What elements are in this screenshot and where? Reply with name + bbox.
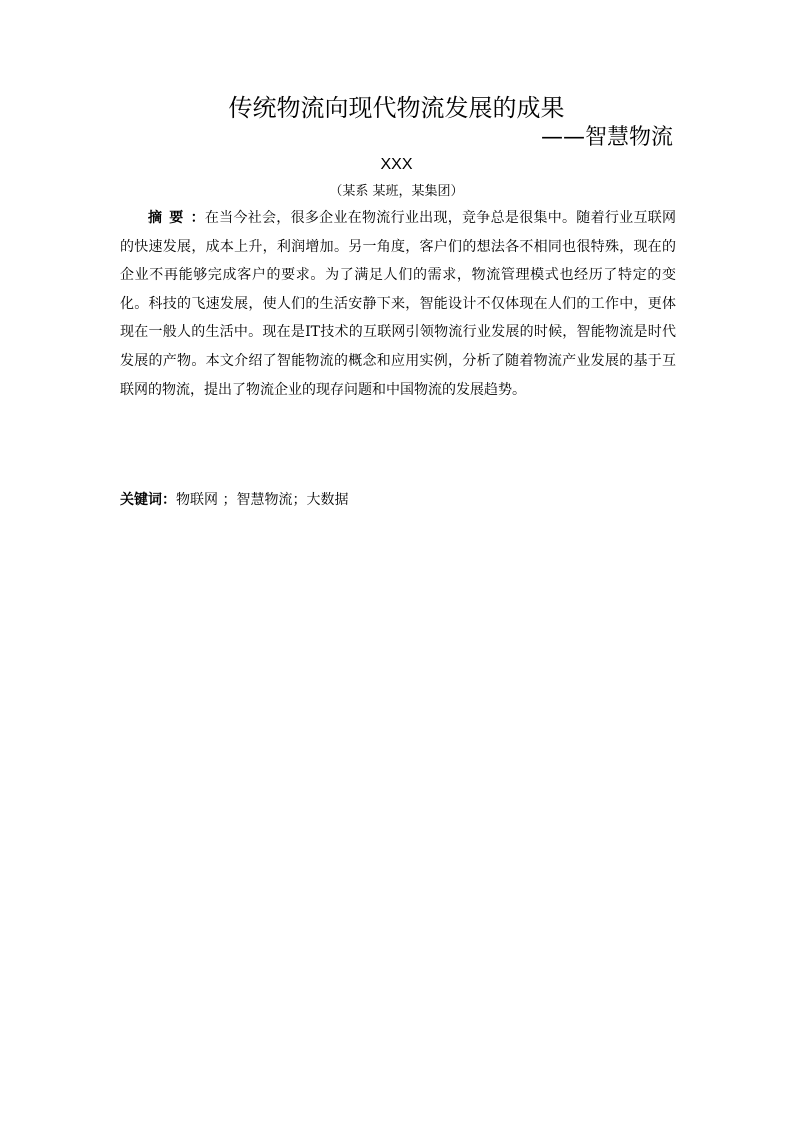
abstract-text: 在当今社会，很多企业在物流行业出现，竞争总是很集中。随着行业互联网的快速发展，成本上升，利润增加。另一角度，客户们的想法各不相同也很特殊，现在的企业不再能够完成客户的要求。为了满足人们的需求，物流管理模式也经历了特定的变化。科技的飞速发展，使人们的生活安静下来，智能设计不仅体现在人们的工作中，更体现在一般人的生活中。现在是IT技术的互联网引领物流行业发展的时候，智能物流是时代发展的产物。本文介绍了智能物流的概念和应用实例，分析了随着物流产业发展的基于互联网的物流，提出了物流企业的现存问题和中国物流的发展趋势。 [120, 210, 677, 398]
keywords-text: 物联网 ；智慧物流；大数据 [176, 492, 349, 508]
keywords-line [120, 486, 676, 514]
author-name: XXX [380, 156, 413, 173]
abstract-paragraph [120, 204, 676, 404]
author-affiliation: （某系 某班，某集团） [329, 184, 464, 199]
abstract-colon: ： [190, 210, 205, 226]
abstract-label: 摘要 [148, 210, 191, 226]
paper-title: 传统物流向现代物流发展的成果 [228, 94, 565, 122]
keywords-label: 关键词： [120, 492, 176, 508]
paper-subtitle: ——智慧物流 [540, 125, 673, 150]
